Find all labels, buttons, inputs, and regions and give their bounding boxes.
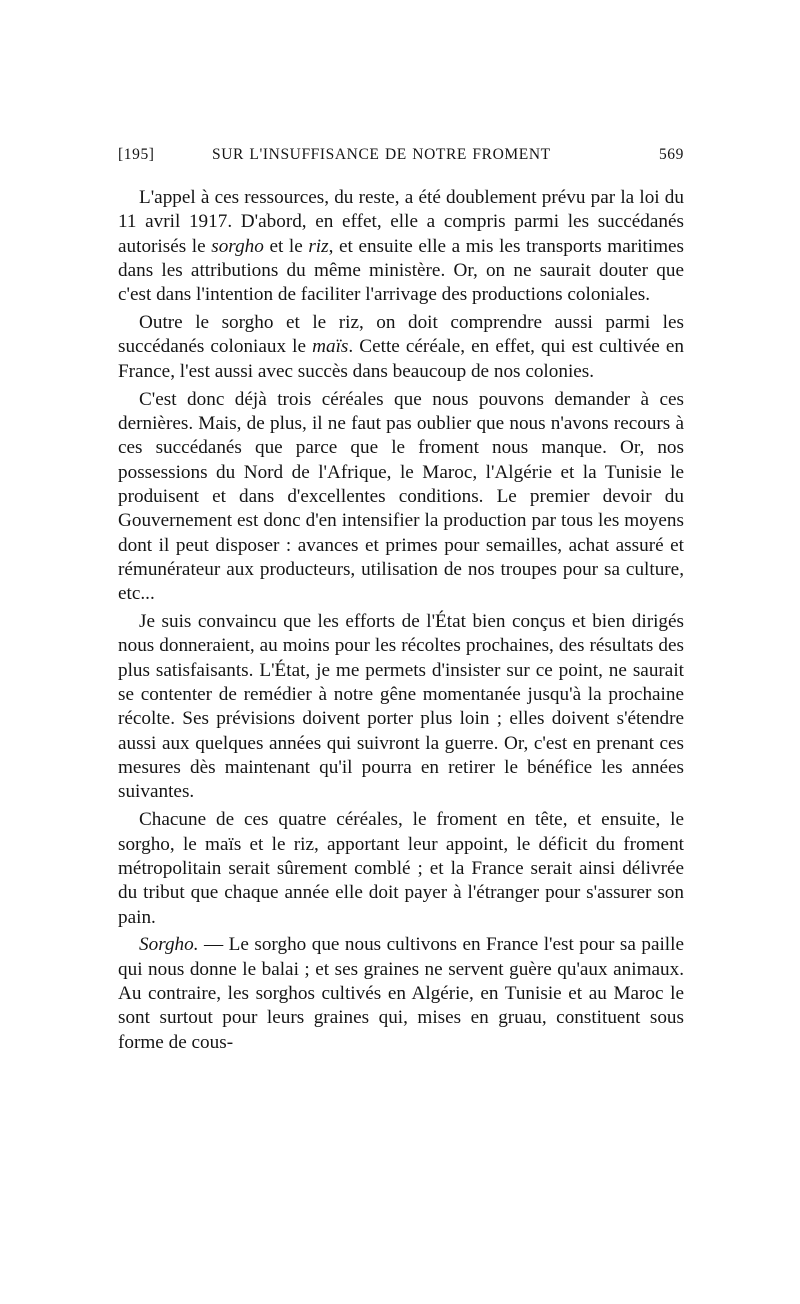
paragraph [118, 610, 684, 805]
paragraph [118, 186, 684, 308]
page-number: 569 [658, 146, 684, 163]
paragraph [118, 808, 684, 930]
paragraph [118, 311, 684, 384]
paragraph [118, 388, 684, 607]
paragraph [118, 933, 684, 1055]
text-run: — Le sorgho que nous cultivons en France l'est pour sa paille qui nous donne le balai ; et ses graines ne servent guère qu'aux animaux. Au contraire, les sorghos cultivés en Algérie, en Tunisie et au Maroc le sont surtout pour leurs graines qui, mises en gruau, constituent sous forme de cous- [118, 934, 684, 1053]
text-run: Chacune de ces quatre céréales, le froment en tête, et ensuite, le sorgho, le maïs et le riz, apportant leur appoint, le déficit du froment métropolitain serait sûrement comblé ; et la France serait ainsi délivrée du tribut que chaque année elle doit payer à l'étranger pour s'assurer son pain. [118, 809, 684, 928]
body-text [118, 186, 684, 1055]
text-run: Outre le sorgho et le riz, on doit comprendre aussi parmi les succédanés coloniaux le [118, 312, 684, 358]
text-run: L'appel à ces ressources, du reste, a été doublement prévu par la loi du 11 avril 1917. D'abord, en effet, elle a compris parmi les succédanés autorisés le [118, 187, 684, 257]
italic-term: Sorgho. [139, 934, 199, 956]
text-run: , et ensuite elle a mis les transports maritimes dans les attributions du même ministère. Or, on ne saurait douter que c'est dans l'intention de faciliter l'arrivage des productions coloniales. [118, 235, 684, 306]
section-reference: [195] [118, 146, 155, 163]
text-run: et le [263, 235, 309, 257]
italic-term: sorgho [211, 235, 264, 257]
book-page [118, 146, 684, 1055]
italic-term: maïs [312, 336, 349, 358]
text-run: C'est donc déjà trois céréales que nous pouvons demander à ces dernières. Mais, de plus, il ne faut pas oublier que nous n'avons recours à ces succédanés que parce que le froment nous manque. Or, nos possessions du Nord de l'Afrique, le Maroc, l'Algérie et la Tunisie le produisent et dans d'excellentes conditions. Le premier devoir du Gouvernement est donc d'en intensifier la production par tous les moyens dont il peut disposer : avances et primes pour semailles, achat assuré et rémunérateur aux producteurs, utilisation de nos troupes pour sa culture, etc... [118, 388, 684, 605]
running-header [118, 146, 684, 172]
text-run: . Cette céréale, en effet, qui est cultivée en France, l'est aussi avec succès dans beaucoup de nos colonies. [118, 336, 685, 382]
italic-term: riz [308, 235, 329, 257]
running-title: SUR L'INSUFFISANCE DE NOTRE FROMENT [212, 146, 551, 163]
text-run: Je suis convaincu que les efforts de l'État bien conçus et bien dirigés nous donneraient, au moins pour les récoltes prochaines, des résultats des plus satisfaisants. L'État, je me permets d'insister sur ce point, ne saurait se contenter de remédier à notre gêne momentanée jusqu'à la prochaine récolte. Ses prévisions doivent porter plus loin ; elles doivent s'étendre aussi aux quelques années qui suivront la guerre. Or, c'est en prenant ces mesures dès maintenant qu'il pourra en retirer le bénéfice les années suivantes. [118, 611, 684, 803]
